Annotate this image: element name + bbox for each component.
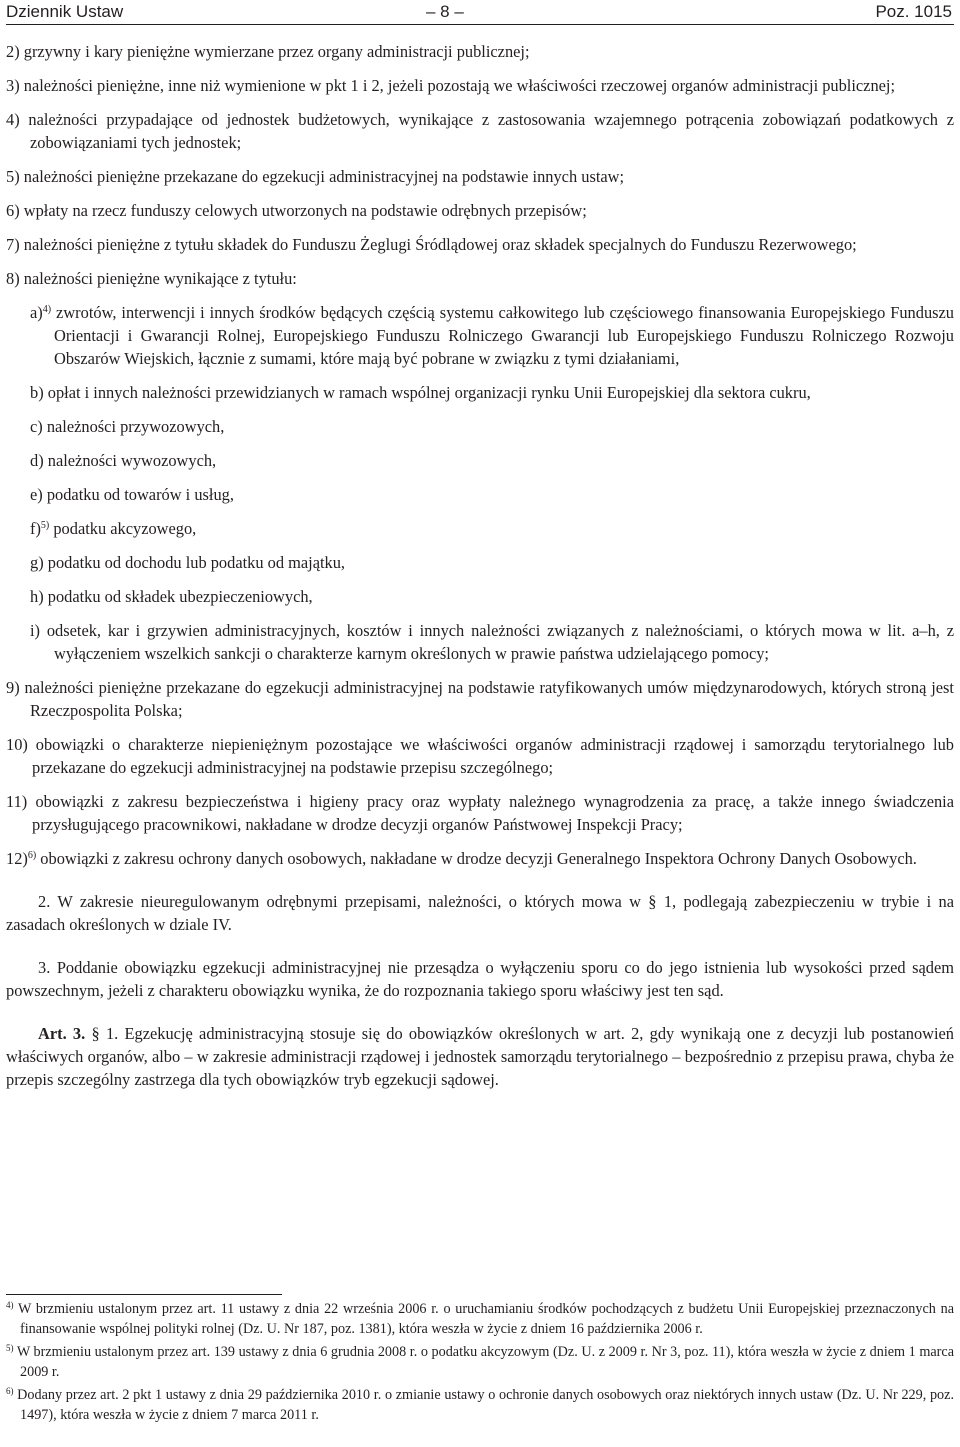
list-item: 6) wpłaty na rzecz funduszy celowych utworzonych na podstawie odrębnych przepisów; (6, 201, 587, 220)
sub-item-text: podatku akcyzowego, (49, 519, 197, 538)
sub-item-label: b) (30, 383, 44, 402)
sub-item-label: h) (30, 587, 44, 606)
footnote-ref: 5) (40, 520, 50, 531)
sub-item-f (6, 517, 954, 540)
footnote-text: W brzmieniu ustalonym przez art. 11 ustawy z dnia 22 września 2006 r. o uruchamianiu środków pochodzących z budżetu Unii Europejskiej przeznaczonych na finansowanie wspólnej polityki rolnej (Dz. U. Nr 187, poz. 1381), która weszła w życie z dniem 16 października 2006 r. (13, 1301, 954, 1338)
list-item-label: 10) (6, 735, 28, 754)
footnote (6, 1342, 954, 1383)
page-number: – 8 – (426, 2, 464, 21)
sub-item-text: zwrotów, interwencji i innych środków będących częścią systemu całkowitego lub częściowego finansowania Europejskiego Funduszu Orientacji i Gwarancji Rolnej, Europejskiego Funduszu Rolniczego Gwarancji lub Europejskiego Funduszu Rolniczego Rozwoju Obszarów Wiejskich, łącznie z sumami, które mają być pobrane w związku z tymi działaniami, (51, 303, 954, 368)
footnotes (6, 1299, 954, 1427)
article-paragraph (6, 1022, 954, 1091)
list-item: 5) należności pieniężne przekazane do egzekucji administracyjnej na podstawie innych ustaw; (6, 167, 625, 186)
list-item-label: 12) (6, 849, 28, 868)
list-item (6, 676, 954, 722)
footnote-mark: 4) (6, 1300, 14, 1310)
sub-item-e (6, 483, 954, 506)
header-rule (6, 24, 954, 25)
list-item-text: obowiązki z zakresu ochrony danych osobowych, nakładane w drodze decyzji Generalnego Inspektora Ochrony Danych Osobowych. (36, 849, 917, 868)
sub-item-i (6, 619, 954, 665)
section-paragraph: 2. W zakresie nieuregulowanym odrębnymi przepisami, należności, o których mowa w § 1, podlegają zabezpieczeniu w trybie i na zasadach określonych w dziale IV. (6, 892, 954, 934)
sub-item-text: odsetek, kar i grzywien administracyjnych, kosztów i innych należności związanych z należnościami, o których mowa w lit. a–h, z wyłączeniem wszelkich sankcji o charakterze karnym określonych w prawie państwa udzielającego pomocy; (40, 621, 954, 663)
sub-item-text: należności wywozowych, (43, 451, 217, 470)
sub-item-g (6, 551, 954, 574)
document-body (6, 40, 954, 1102)
footnote-ref: 6) (27, 850, 37, 861)
footnote-text: Dodany przez art. 2 pkt 1 ustawy z dnia 29 października 2010 r. o zmianie ustawy o ochronie danych osobowych oraz niektórych innych ustaw (Dz. U. Nr 229, poz. 1497), która weszła w życie z dniem 7 marca 2011 r. (13, 1386, 954, 1424)
sub-item-label: c) (30, 417, 43, 436)
running-header (6, 0, 954, 24)
sub-item-label: g) (30, 553, 44, 572)
list-item: 3) należności pieniężne, inne niż wymienione w pkt 1 i 2, jeżeli pozostają we właściwości rzeczowej organów administracji publicznej; (6, 76, 896, 95)
sub-item-text: należności przywozowych, (42, 417, 225, 436)
list-item (6, 790, 954, 836)
list-item (6, 733, 954, 779)
footnote-text: W brzmieniu ustalonym przez art. 139 ustawy z dnia 6 grudnia 2008 r. o podatku akcyzowym (Dz. U. z 2009 r. Nr 3, poz. 11), która weszła w życie z dniem 1 marca 2009 r. (13, 1343, 954, 1381)
footnote (6, 1299, 954, 1340)
list-item: 7) należności pieniężne z tytułu składek do Funduszu Żeglugi Śródlądowej oraz składek specjalnych do Funduszu Rezerwowego; (6, 235, 857, 254)
sub-item-label: i) (30, 621, 41, 640)
list-item-label: 11) (6, 792, 28, 811)
sub-item-text: podatku od składek ubezpieczeniowych, (43, 587, 313, 606)
section-paragraph: 3. Poddanie obowiązku egzekucji administracyjnej nie przesądza o wyłączeniu sporu co do jego istnienia lub wysokości przed sądem powszechnym, jeżeli z charakteru obowiązku wynika, że do rozpoznania takiego sporu właściwy jest ten sąd. (6, 958, 954, 1000)
sub-item-b (6, 381, 954, 404)
footnote-rule (6, 1294, 282, 1295)
list-item-text: należności pieniężne przekazane do egzekucji administracyjnej na podstawie ratyfikowanych umów międzynarodowych, których stroną jest Rzeczpospolita Polska; (19, 678, 954, 720)
footnote-ref: 4) (42, 304, 52, 315)
list-item-label: 9) (6, 678, 20, 697)
sub-item-a (6, 301, 954, 370)
sub-item-label: d) (30, 451, 44, 470)
sub-item-d (6, 449, 954, 472)
list-item-text: obowiązki o charakterze niepieniężnym pozostające we właściwości organów administracji rządowej i samorządu terytorialnego lub przekazane do egzekucji administracyjnej na podstawie przepisu szczególnego; (27, 735, 954, 777)
journal-title: Dziennik Ustaw (6, 2, 124, 21)
article-text: § 1. Egzekucję administracyjną stosuje się do obowiązków określonych w art. 2, gdy wynikają one z decyzji lub postanowień właściwych organów, albo – w zakresie administracji rządowej i jednostek samorządu terytorialnego – bezpośrednio z przepisu prawa, chyba że przepis szczególny zastrzega dla tych obowiązków tryb egzekucji sądowej. (6, 1024, 954, 1089)
list-item-text: obowiązki z zakresu bezpieczeństwa i higieny pracy oraz wypłaty należnego wynagrodzenia za pracę, a także innego świadczenia przysługującego pracownikowi, nakładane w drodze decyzji organów Państwowej Inspekcji Pracy; (27, 792, 954, 834)
sub-item-label: a) (30, 303, 43, 322)
sub-item-text: podatku od towarów i usług, (42, 485, 234, 504)
sub-item-h (6, 585, 954, 608)
sub-item-label: f) (30, 519, 41, 538)
list-item: 2) grzywny i kary pieniężne wymierzane przez organy administracji publicznej; (6, 42, 530, 61)
position-number: Poz. 1015 (875, 2, 952, 21)
list-item: 4) należności przypadające od jednostek budżetowych, wynikające z zastosowania wzajemnego potrącenia zobowiązań podatkowych z zobowiązaniami tych jednostek; (6, 110, 954, 152)
article-label: Art. 3. (38, 1024, 86, 1043)
list-item: 8) należności pieniężne wynikające z tytułu: (6, 269, 297, 288)
footnote (6, 1385, 954, 1426)
list-item (6, 847, 954, 870)
footnote-mark: 5) (6, 1342, 14, 1353)
sub-item-label: e) (30, 485, 43, 504)
sub-item-text: opłat i innych należności przewidzianych w ramach wspólnej organizacji rynku Unii Europejskiej dla sektora cukru, (43, 383, 811, 402)
sub-item-c (6, 415, 954, 438)
sub-item-text: podatku od dochodu lub podatku od majątku, (43, 553, 346, 572)
footnote-mark: 6) (6, 1385, 14, 1396)
